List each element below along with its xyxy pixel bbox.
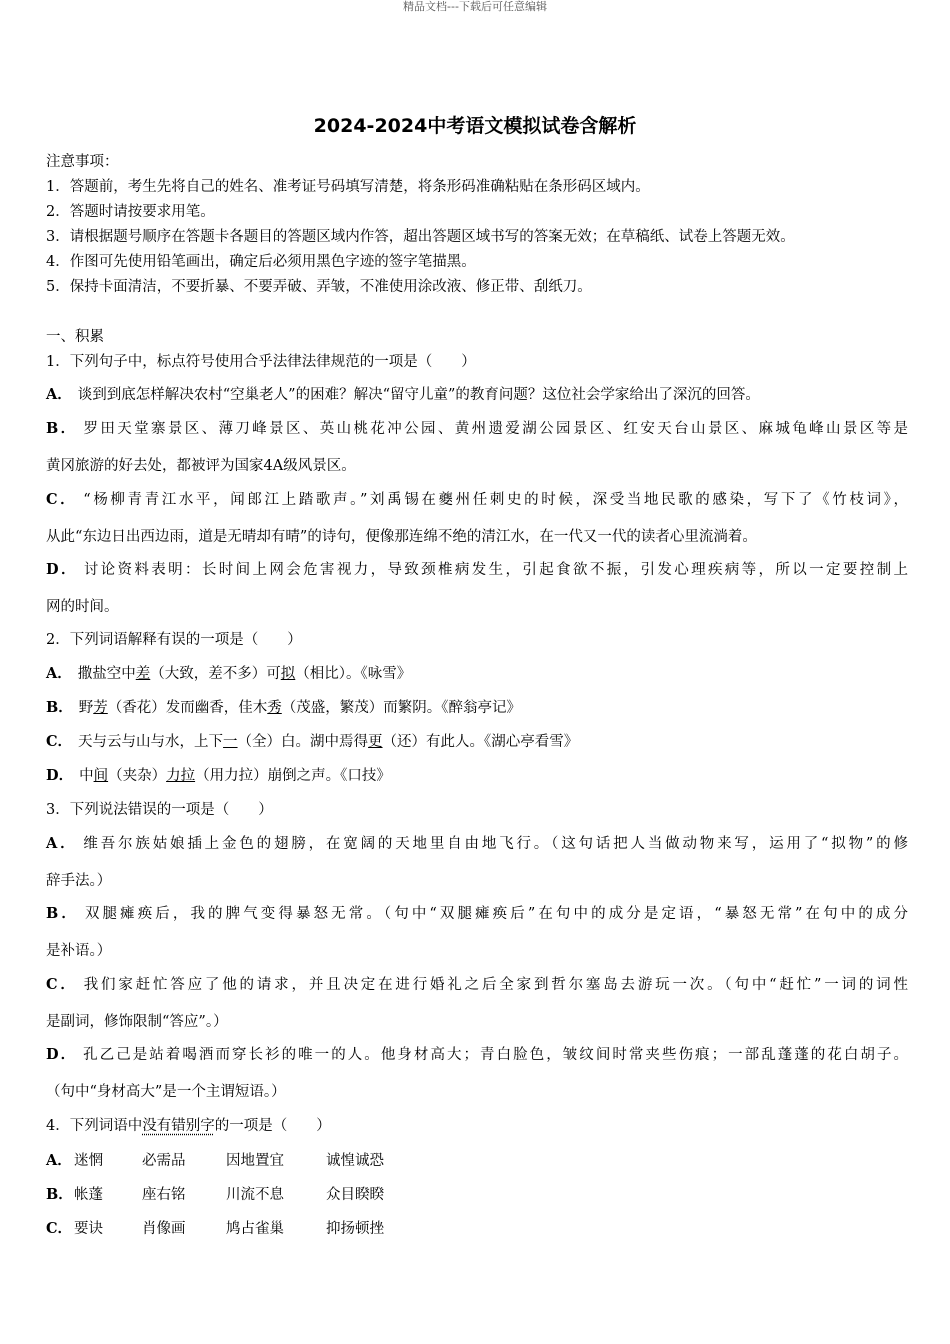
- question-2-option-d: [46, 768, 391, 784]
- question-2-option-b: [46, 700, 521, 716]
- notice-item: 5．保持卡面清洁，不要折暴、不要弄破、弄皱，不准使用涂改液、修正带、刮纸刀。: [46, 279, 592, 295]
- option-text: （茂盛，繁茂）而繁阴。《醉翁亭记》: [281, 700, 522, 716]
- option-text: 撒盐空中: [77, 666, 136, 682]
- option-text: 罗田天堂寨景区、薄刀峰景区、英山桃花冲公园、黄州遗爱湖公园景区、红安天台山景区、麻城龟峰山景区等是: [83, 421, 908, 437]
- option-word: 抑扬顿挫: [326, 1221, 384, 1237]
- option-label: D．: [46, 767, 74, 784]
- option-label: A．: [46, 665, 72, 682]
- question-4-option-b: [46, 1187, 410, 1203]
- option-label: C．: [46, 976, 78, 993]
- option-text: （用力拉）崩倒之声。《口技》: [195, 768, 391, 784]
- option-word: 要诀: [74, 1221, 103, 1237]
- option-label: B．: [46, 1186, 73, 1203]
- underlined-word: 间: [93, 768, 109, 784]
- option-word: 众目睽睽: [326, 1187, 384, 1203]
- underlined-word: 一: [223, 734, 238, 750]
- option-word: 帐蓬: [74, 1187, 103, 1203]
- question-1-option-d-cont: 网的时间。: [46, 599, 119, 615]
- question-3-option-b: [46, 906, 908, 922]
- option-word: 因地置宜: [226, 1153, 284, 1169]
- question-3-stem: 3．下列说法错误的一项是（ ）: [46, 802, 273, 818]
- option-word: 诚惶诚恐: [326, 1153, 384, 1169]
- notice-item: 1．答题前，考生先将自己的姓名、准考证号码填写清楚，将条形码准确粘贴在条形码区域内。: [46, 179, 650, 195]
- question-1-option-c: [46, 492, 908, 508]
- emphasized-phrase: 没有错别字: [142, 1118, 215, 1134]
- notice-item: 3．请根据题号顺序在答题卡各题目的答题区域内作答，超出答题区域书写的答案无效；在草稿纸、试卷上答题无效。: [46, 229, 795, 245]
- question-2-option-a: [46, 666, 411, 682]
- underlined-word: 更: [368, 734, 383, 750]
- underlined-word: 秀: [267, 700, 282, 716]
- option-label: D．: [46, 561, 78, 578]
- underlined-word: 力拉: [166, 768, 196, 784]
- underlined-word: 拟: [280, 666, 296, 682]
- option-text: 双腿瘫痪后，我的脾气变得暴怒无常。（句中“双腿瘫痪后”在句中的成分是定语，“暴怒无常”在句中的成分: [84, 906, 908, 922]
- option-label: B．: [46, 420, 78, 437]
- option-label: C．: [46, 1220, 73, 1237]
- option-text: 野: [78, 700, 94, 716]
- option-word: 必需品: [142, 1153, 186, 1169]
- question-3-option-d-cont: （句中“身材高大”是一个主谓短语。）: [46, 1084, 286, 1100]
- notice-heading: 注意事项：: [46, 154, 119, 170]
- question-3-option-a: [46, 836, 908, 852]
- option-label: C．: [46, 733, 73, 750]
- option-label: B．: [46, 905, 79, 922]
- option-text: 维吾尔族姑娘插上金色的翅膀，在宽阔的天地里自由地飞行。（这句话把人当做动物来写，运用了“拟物”的修: [83, 836, 908, 852]
- option-label: A．: [46, 1152, 72, 1169]
- question-4-option-c: [46, 1221, 410, 1237]
- section-heading: 一、积累: [46, 329, 104, 345]
- option-text: “杨柳青青江水平，闻郎江上踏歌声。”刘禹锡在夔州任刺史的时候，深受当地民歌的感染，写下了《竹枝词》，: [83, 492, 908, 508]
- option-word: 座右铭: [142, 1187, 186, 1203]
- option-text: （夹杂）: [108, 768, 167, 784]
- question-3-option-c-cont: 是副词，修饰限制“答应”。）: [46, 1014, 228, 1030]
- notice-item: 2．答题时请按要求用笔。: [46, 204, 215, 220]
- option-text: （香花）发而幽香，佳木: [107, 700, 268, 716]
- option-text: （相比）。《咏雪》: [295, 666, 412, 682]
- option-word: 迷惘: [74, 1153, 103, 1169]
- question-4-option-a: [46, 1153, 410, 1169]
- question-3-option-a-cont: 辞手法。）: [46, 873, 112, 889]
- option-text: （大致，差不多）可: [150, 666, 281, 682]
- option-label: C．: [46, 491, 78, 508]
- question-1-option-a: [46, 387, 760, 403]
- option-text: （全）白。湖中焉得: [237, 734, 369, 750]
- question-3-option-c: [46, 977, 908, 993]
- question-1-option-d: [46, 562, 908, 578]
- question-1-option-b-cont: 黄冈旅游的好去处，都被评为国家4A级风景区。: [46, 458, 356, 474]
- option-text: 讨论资料表明：长时间上网会危害视力，导致颈椎病发生，引起食欲不振，引发心理疾病等，所以一定要控制上: [83, 562, 908, 578]
- underlined-word: 差: [135, 666, 151, 682]
- option-label: B．: [46, 699, 73, 716]
- option-text: 中: [79, 768, 94, 784]
- option-label: A．: [46, 835, 78, 852]
- underlined-word: 芳: [93, 700, 108, 716]
- question-3-option-d: [46, 1047, 908, 1063]
- option-text: 天与云与山与水，上下: [78, 734, 224, 750]
- question-1-option-b: [46, 421, 908, 437]
- option-text: （还）有此人。《湖心亭看雪》: [382, 734, 579, 750]
- notice-item: 4．作图可先使用铅笔画出，确定后必须用黑色字迹的签字笔描黑。: [46, 254, 476, 270]
- stem-text: 4．下列词语中: [46, 1118, 143, 1134]
- question-1-option-c-cont: 从此“东边日出西边雨，道是无晴却有晴”的诗句，便像那连绵不绝的清江水，在一代又一代的读者心里流淌着。: [46, 529, 757, 545]
- stem-text: 的一项是（ ）: [214, 1118, 331, 1134]
- question-4-stem: [46, 1118, 331, 1134]
- question-3-option-b-cont: 是补语。）: [46, 943, 112, 959]
- header-watermark: 精品文档---下载后可任意编辑: [403, 0, 547, 13]
- option-word: 川流不息: [226, 1187, 284, 1203]
- document-title: 2024-2024中考语文模拟试卷含解析: [313, 115, 637, 137]
- question-2-stem: 2．下列词语解释有误的一项是（ ）: [46, 632, 302, 648]
- option-text: 我们家赶忙答应了他的请求，并且决定在进行婚礼之后全家到哲尔塞岛去游玩一次。（句中“赶忙”一词的词性: [83, 977, 908, 993]
- question-2-option-c: [46, 734, 578, 750]
- option-word: 鸠占雀巢: [226, 1221, 284, 1237]
- option-label: A．: [46, 386, 72, 403]
- question-1-stem: 1．下列句子中，标点符号使用合乎法律法律规范的一项是（ ）: [46, 354, 476, 370]
- option-text: 孔乙己是站着喝酒而穿长衫的唯一的人。他身材高大；青白脸色，皱纹间时常夹些伤痕；一部乱蓬蓬的花白胡子。: [83, 1047, 908, 1063]
- option-text: 谈到到底怎样解决农村“空巢老人”的困难？解决“留守儿童”的教育问题？这位社会学家给出了深沉的回答。: [77, 387, 760, 403]
- option-label: D．: [46, 1046, 78, 1063]
- option-word: 肖像画: [142, 1221, 186, 1237]
